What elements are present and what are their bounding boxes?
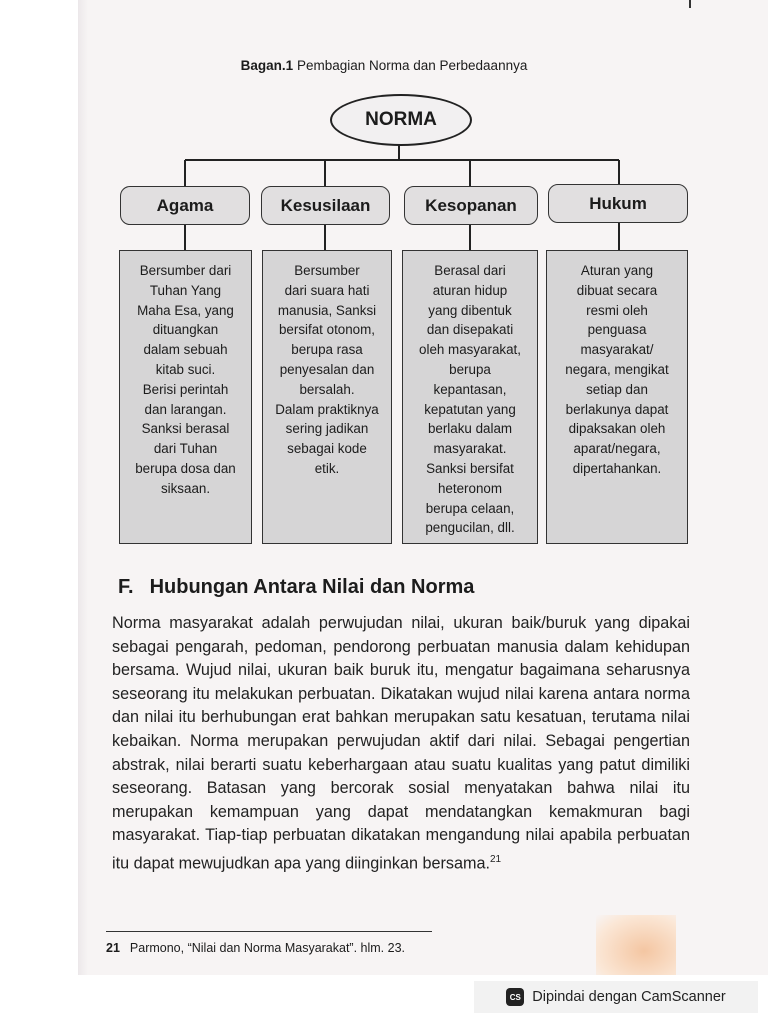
description-line: Sanksi bersifat: [426, 460, 514, 476]
camscanner-logo-icon: CS: [506, 988, 524, 1006]
description-line: dari Tuhan: [153, 441, 218, 457]
description-line: dipertahankan.: [572, 460, 662, 476]
description-line: dituangkan: [152, 322, 219, 338]
scanner-watermark: [474, 981, 758, 1013]
description-line: berlakunya dapat: [565, 401, 669, 417]
description-line: yang dibentuk: [428, 302, 512, 318]
description-line: bersifat otonom,: [278, 322, 376, 338]
section-heading: [118, 576, 474, 599]
description-line: berupa rasa: [291, 342, 363, 358]
description-line: Dalam praktiknya: [275, 401, 379, 417]
description-line: sering jadikan: [285, 421, 369, 437]
description-kesopanan: [402, 250, 538, 544]
description-line: dalam sebuah: [143, 342, 228, 358]
description-agama: [119, 250, 252, 544]
description-hukum: [546, 250, 688, 544]
category-hukum: Hukum: [548, 184, 688, 223]
description-line: aparat/negara,: [573, 441, 661, 457]
description-line: dan larangan.: [144, 401, 227, 417]
section-number: F.: [118, 576, 134, 598]
description-line: Sanksi berasal: [141, 421, 230, 437]
scanner-text: Dipindai dengan CamScanner: [532, 989, 726, 1005]
caption-label: Bagan.1: [240, 58, 294, 73]
footnote-number: 21: [106, 941, 120, 955]
footnote-divider: [106, 931, 432, 932]
description-line: berupa: [449, 361, 491, 377]
description-line: kitab suci.: [155, 361, 216, 377]
footnote-text: Parmono, “Nilai dan Norma Masyarakat”. hlm. 23.: [129, 941, 406, 955]
footnote-reference[interactable]: 21: [489, 853, 502, 865]
footnote: [106, 941, 405, 955]
description-line: masyarakat/: [580, 342, 654, 358]
description-line: Aturan yang: [580, 263, 654, 278]
finger-smudge: [596, 915, 676, 975]
description-line: resmi oleh: [586, 302, 648, 318]
description-line: kepantasan,: [433, 381, 507, 397]
category-kesusilaan: Kesusilaan: [261, 186, 390, 225]
description-line: heteronom: [437, 480, 503, 496]
description-line: manusia, Sanksi: [277, 302, 377, 318]
description-line: Berasal dari: [434, 263, 506, 278]
description-line: sebagai kode: [287, 441, 367, 457]
description-line: pengucilan, dll.: [425, 520, 515, 536]
description-line: Bersumber: [294, 263, 360, 278]
body-paragraph: [112, 612, 690, 876]
caption-text: Pembagian Norma dan Perbedaannya: [296, 58, 528, 73]
category-agama: Agama: [120, 186, 250, 225]
description-line: Maha Esa, yang: [137, 302, 234, 318]
description-kesusilaan: [262, 250, 392, 544]
description-line: berupa dosa dan: [135, 460, 236, 476]
description-line: dipaksakan oleh: [568, 421, 666, 437]
description-line: dari suara hati: [284, 282, 370, 298]
description-line: Tuhan Yang: [149, 282, 222, 298]
description-line: etik.: [314, 460, 340, 476]
description-line: penguasa: [587, 322, 647, 338]
description-line: Bersumber dari: [139, 263, 232, 278]
description-line: berlaku dalam: [427, 421, 513, 437]
description-line: bersalah.: [299, 381, 355, 397]
description-line: dibuat secara: [576, 282, 658, 298]
category-kesopanan: Kesopanan: [404, 186, 538, 225]
section-title: Hubungan Antara Nilai dan Norma: [149, 576, 475, 598]
description-line: siksaan.: [160, 480, 211, 496]
chart-root-node: NORMA: [330, 94, 472, 146]
description-line: penyesalan dan: [279, 361, 375, 377]
description-line: setiap dan: [586, 381, 648, 397]
paragraph-text: Norma masyarakat adalah perwujudan nilai, ukuran baik/buruk yang dipakai sebagai pengarah, pedoman, pendorong perbuatan manusia dalam kehidupan bersama. Wujud nilai, ukuran baik buruk itu, mengatur bagaimana seharusnya seseorang itu melakukan perbuatan. Dikatakan wujud nilai karena antara norma dan nilai itu berhubungan erat bahkan merupakan satu kesatuan, terutama nilai kebaikan. Norma merupakan perwujudan aktif dari nilai. Sebagai pengertian abstrak, nilai berarti suatu keberhargaan atau suatu kualitas yang patut dimiliki seseorang. Batasan yang bercorak sosial menyatakan bahwa nilai itu merupakan kemampuan yang dapat mendatangkan kemakmuran bagi masyarakat. Tiap-tiap perbuatan dikatakan mengandung nilai apabila perbuatan itu dapat mewujudkan apa yang diinginkan bersama.: [112, 614, 690, 873]
description-line: kepatutan yang: [424, 401, 516, 417]
description-line: Berisi perintah: [142, 381, 229, 397]
description-line: negara, mengikat: [565, 361, 669, 377]
description-line: dan disepakati: [426, 322, 514, 338]
description-line: masyarakat.: [433, 441, 507, 457]
description-line: berupa celaan,: [425, 500, 515, 516]
description-line: oleh masyarakat,: [419, 342, 521, 358]
description-line: aturan hidup: [432, 282, 508, 298]
